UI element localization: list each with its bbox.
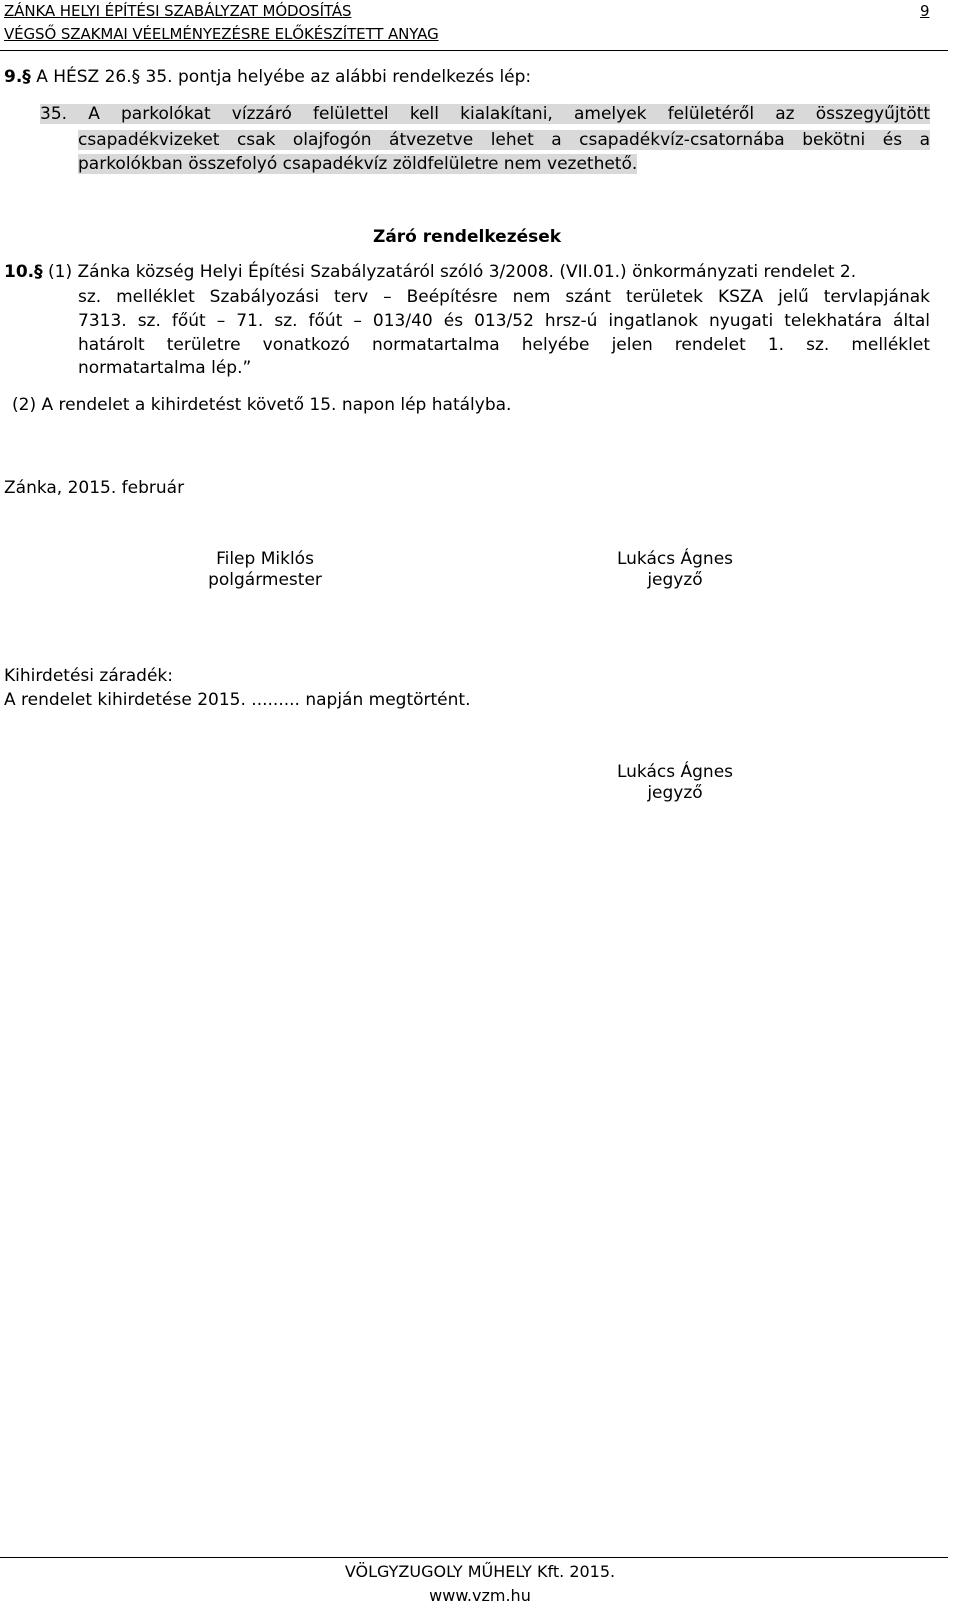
signer-role: jegyző xyxy=(647,783,703,803)
section-10-para-2: (2) A rendelet a kihirdetést követő 15. napon lép hatályba. xyxy=(12,395,512,415)
signer-name: Lukács Ágnes xyxy=(616,762,734,782)
section-10-line-4: határolt területre vonatkozó normatartalma helyébe jelen rendelet 1. sz. melléklet xyxy=(78,335,930,355)
closing-heading: Záró rendelkezések xyxy=(373,227,562,247)
section-sign: § xyxy=(22,67,31,87)
page-number: 9 xyxy=(920,2,930,20)
date-line: Zánka, 2015. február xyxy=(4,478,185,498)
signature-right xyxy=(590,549,760,590)
quoted-rule-line-1: 35. A parkolókat vízzáró felülettel kell kialakítani, amelyek felületéről az összegyűjtött xyxy=(40,104,930,124)
header-title: ZÁNKA HELYI ÉPÍTÉSI SZABÁLYZAT MÓDOSÍTÁS xyxy=(4,2,352,20)
footer-website: www.vzm.hu xyxy=(429,1586,531,1605)
signature-left xyxy=(180,549,350,590)
promulgation-text: A rendelet kihirdetése 2015. ......... napján megtörtént. xyxy=(4,690,471,710)
signer-name: Filep Miklós xyxy=(216,549,314,569)
section-10-line-5: normatartalma lép.” xyxy=(78,358,252,378)
quoted-rule-line-2: csapadékvizeket csak olajfogón átvezetve lehet a csapadékvíz-csatornába bekötni és a xyxy=(78,130,930,150)
section-number: 9. xyxy=(4,67,23,87)
header-rule xyxy=(0,50,948,51)
section-10-line-2: sz. melléklet Szabályozási terv – Beépítésre nem szánt területek KSZA jelű tervlapjának xyxy=(78,287,930,307)
section-10-line-1 xyxy=(4,262,856,282)
signer-name: Lukács Ágnes xyxy=(616,549,734,569)
signer-role: polgármester xyxy=(208,570,322,590)
footer-rule xyxy=(0,1557,948,1558)
footer-company: VÖLGYZUGOLY MŰHELY Kft. 2015. xyxy=(344,1562,616,1581)
section-10-text: (1) Zánka község Helyi Építési Szabályzatáról szóló 3/2008. (VII.01.) önkormányzati rendelet 2. xyxy=(42,262,857,282)
quoted-rule-line-3: parkolókban összefolyó csapadékvíz zöldfelületre nem vezethető. xyxy=(78,154,638,174)
signer-role: jegyző xyxy=(647,570,703,590)
promulgation-label: Kihirdetési záradék: xyxy=(4,666,173,686)
section-sign: § xyxy=(34,262,43,282)
promulgation-signature xyxy=(590,762,760,803)
section-9-intro xyxy=(4,67,531,87)
header-subtitle: VÉGSŐ SZAKMAI VÉELMÉNYEZÉSRE ELŐKÉSZÍTETT ANYAG xyxy=(4,25,439,43)
section-10-line-3: 7313. sz. főút – 71. sz. főút – 013/40 és 013/52 hrsz-ú ingatlanok nyugati telekhatára által xyxy=(78,311,930,331)
section-9-text: A HÉSZ 26.§ 35. pontja helyébe az alábbi rendelkezés lép: xyxy=(30,67,532,87)
section-number: 10. xyxy=(4,262,35,282)
